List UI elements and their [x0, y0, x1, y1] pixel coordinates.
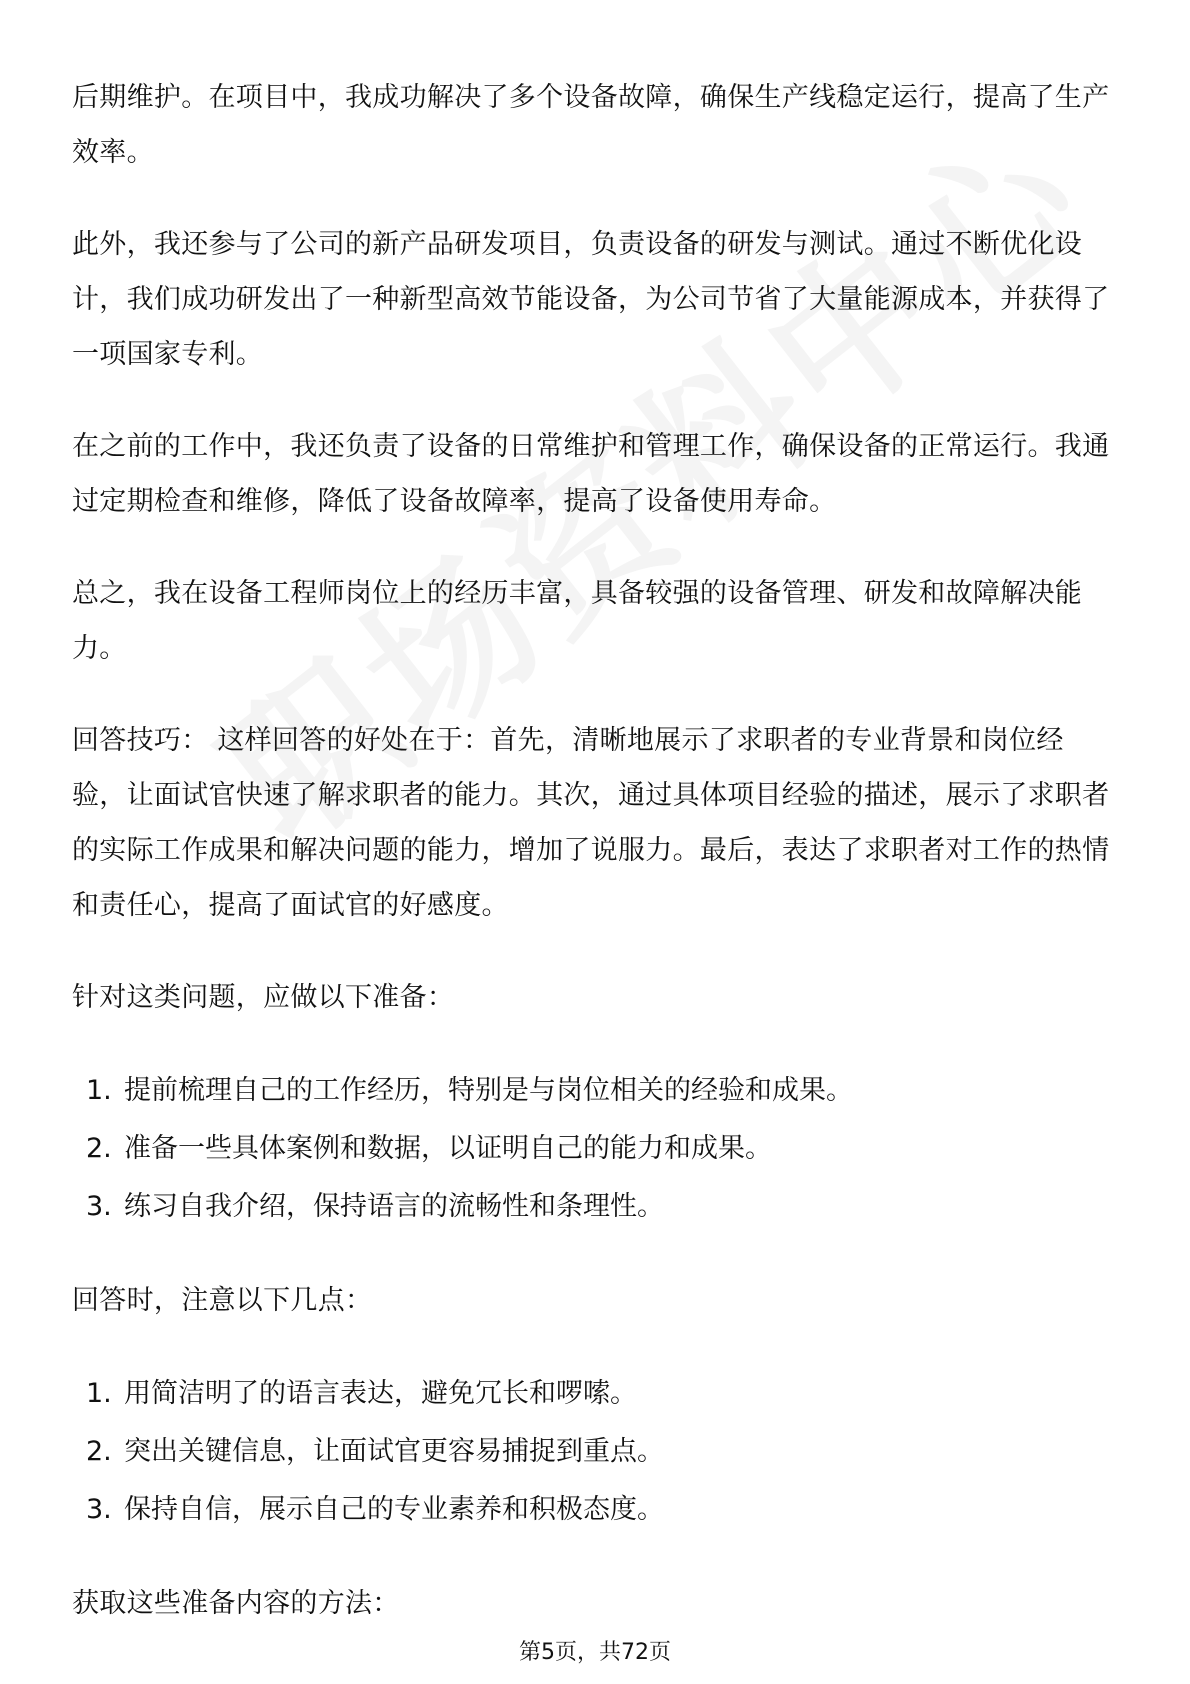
list-item: [86, 1481, 1118, 1539]
list-item: [86, 1120, 1118, 1178]
list-item: [86, 1423, 1118, 1481]
page-footer: 第5页，共72页: [519, 1640, 671, 1665]
paragraph-maintenance: 后期维护。在项目中，我成功解决了多个设备故障，确保生产线稳定运行，提高了生产效率。: [72, 82, 1110, 168]
list-item-text: 突出关键信息，让面试官更容易捕捉到重点。: [124, 1436, 664, 1467]
notes-list: [72, 1365, 1118, 1539]
paragraph-rnd: 此外，我还参与了公司的新产品研发项目，负责设备的研发与测试。通过不断优化设计，我们成功研发出了一种新型高效节能设备，为公司节省了大量能源成本，并获得了一项国家专利。: [72, 229, 1110, 370]
list-item-number: 1.: [86, 1075, 112, 1106]
paragraph-prep-heading: 针对这类问题，应做以下准备：: [72, 982, 455, 1013]
list-item: [86, 1365, 1118, 1423]
list-item-text: 用简洁明了的语言表达，避免冗长和啰嗦。: [124, 1378, 637, 1409]
list-item-text: 保持自信，展示自己的专业素养和积极态度。: [124, 1494, 664, 1525]
list-item-number: 2.: [86, 1133, 112, 1164]
list-item-number: 1.: [86, 1378, 112, 1409]
list-item-text: 准备一些具体案例和数据，以证明自己的能力和成果。: [124, 1133, 772, 1164]
list-item-number: 3.: [86, 1494, 112, 1525]
paragraph-methods-heading: 获取这些准备内容的方法：: [72, 1588, 400, 1619]
list-item-number: 3.: [86, 1191, 112, 1222]
list-item: [86, 1178, 1118, 1236]
paragraph-notes-heading: 回答时，注意以下几点：: [72, 1285, 373, 1316]
list-item-text: 提前梳理自己的工作经历，特别是与岗位相关的经验和成果。: [124, 1075, 853, 1106]
list-item-text: 练习自我介绍，保持语言的流畅性和条理性。: [124, 1191, 664, 1222]
paragraph-daily-maintenance: 在之前的工作中，我还负责了设备的日常维护和管理工作，确保设备的正常运行。我通过定期检查和维修，降低了设备故障率，提高了设备使用寿命。: [72, 431, 1110, 517]
paragraph-summary: 总之，我在设备工程师岗位上的经历丰富，具备较强的设备管理、研发和故障解决能力。: [72, 578, 1083, 664]
prep-list: [72, 1062, 1118, 1236]
document-body: [72, 70, 1118, 1668]
list-item-number: 2.: [86, 1436, 112, 1467]
list-item: [86, 1062, 1118, 1120]
paragraph-answer-tips: 回答技巧： 这样回答的好处在于：首先，清晰地展示了求职者的专业背景和岗位经验，让面试官快速了解求职者的能力。其次，通过具体项目经验的描述，展示了求职者的实际工作成果和解决问题的能力，增加了说服力。最后，表达了求职者对工作的热情和责任心，提高了面试官的好感度。: [72, 725, 1110, 921]
